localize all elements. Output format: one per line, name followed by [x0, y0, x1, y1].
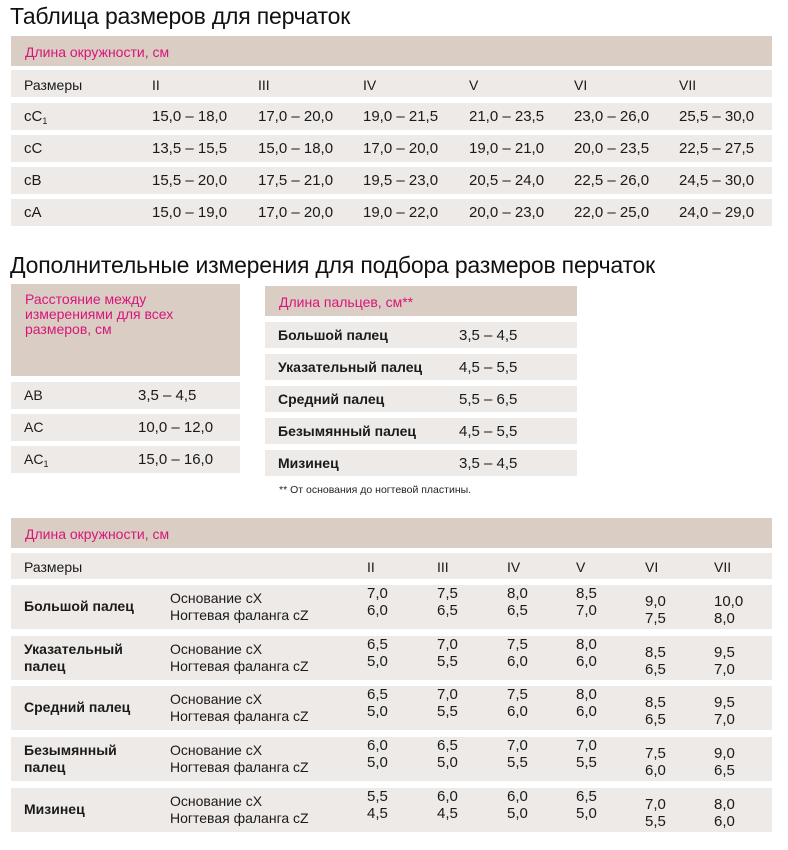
t3-base-value: 6,0 [437, 788, 458, 805]
t1-cell: 19,5 – 23,0 [363, 172, 439, 189]
t2-finger-label: Указательный палец [278, 359, 423, 375]
t3-base-value: 8,5 [576, 585, 597, 602]
t3-base-value: 7,5 [507, 686, 528, 703]
t2-finger-value: 4,5 – 5,5 [459, 423, 518, 440]
t2-left-value: 10,0 – 12,0 [138, 419, 214, 436]
t3-header-row [11, 553, 772, 579]
t1-cell: 19,0 – 22,0 [363, 204, 439, 221]
t3-nail-value: 6,5 [437, 602, 458, 619]
t1-header-row [11, 70, 772, 97]
t2-finger-value: 3,5 – 4,5 [459, 327, 518, 344]
t3-base-value: 10,0 [714, 593, 744, 610]
t1-cell: 20,0 – 23,0 [469, 204, 545, 221]
t3-size-header: VI [645, 559, 659, 575]
t3-finger-label: Указательный палец [24, 641, 123, 674]
t2-left-label [24, 419, 43, 435]
t2-left-label-text: AC [24, 419, 44, 435]
t3-nail-value: 5,0 [507, 805, 528, 822]
t1-size-header: VII [679, 77, 697, 93]
t1-cell: 20,0 – 23,5 [574, 140, 650, 157]
t1-circumference-band [11, 36, 772, 66]
t1-cell: 17,0 – 20,0 [258, 108, 334, 125]
t3-base-value: 7,5 [507, 636, 528, 653]
t2-right-row [265, 354, 577, 380]
t1-size-header: VI [574, 77, 588, 93]
t1-cell: 22,5 – 27,5 [679, 140, 755, 157]
t3-nail-value: 7,0 [576, 602, 597, 619]
t3-finger-label: Мизинец [24, 801, 85, 817]
t3-nail-value: 6,0 [714, 813, 735, 830]
t3-base-value: 7,0 [645, 796, 666, 813]
t3-base-value: 8,0 [576, 636, 597, 653]
t2-finger-value: 3,5 – 4,5 [459, 455, 518, 472]
t3-nail-value: 4,5 [437, 805, 458, 822]
t3-base-value: 6,5 [437, 737, 458, 754]
t2-left-label [24, 451, 48, 469]
t3-base-value: 9,5 [714, 694, 735, 711]
t3-size-header: V [576, 559, 586, 575]
t3-base-label: Основание сX [170, 793, 263, 809]
t3-nail-value: 6,0 [576, 703, 597, 720]
t3-base-value: 7,0 [367, 585, 388, 602]
t3-nail-value: 6,0 [645, 762, 666, 779]
t1-cell: 22,5 – 26,0 [574, 172, 650, 189]
t2-finger-label: Безымянный палец [278, 423, 416, 439]
t1-size-header: III [258, 77, 270, 93]
t1-cell: 15,0 – 18,0 [258, 140, 334, 157]
t1-cell: 19,0 – 21,0 [469, 140, 545, 157]
t1-data-row [11, 103, 772, 130]
t3-base-value: 6,5 [367, 686, 388, 703]
t1-cell: 20,5 – 24,0 [469, 172, 545, 189]
t1-data-row [11, 167, 772, 194]
t1-row-label [24, 204, 42, 221]
t3-base-value: 8,5 [645, 694, 666, 711]
t3-nail-label: Ногтевая фаланга сZ [170, 708, 309, 724]
t2-finger-label: Средний палец [278, 391, 385, 407]
t2-left-label-text: AC [24, 451, 44, 467]
t3-nail-value: 7,5 [645, 610, 666, 627]
t3-nail-value: 6,5 [645, 711, 666, 728]
t1-row-label [24, 108, 47, 126]
t2-finger-value: 5,5 – 6,5 [459, 391, 518, 408]
t3-nail-value: 6,5 [507, 602, 528, 619]
t2-left-label-text: AB [24, 387, 43, 403]
t1-cell: 15,5 – 20,0 [152, 172, 228, 189]
t2-finger-label: Большой палец [278, 327, 388, 343]
t3-base-value: 9,0 [714, 745, 735, 762]
t3-base-value: 6,0 [367, 737, 388, 754]
t2-left-row [11, 446, 240, 473]
t3-base-value: 9,0 [645, 593, 666, 610]
t2-left-row [11, 414, 240, 441]
t3-circumference-band [11, 518, 772, 548]
t3-base-value: 8,5 [645, 644, 666, 661]
t1-cell: 17,5 – 21,0 [258, 172, 334, 189]
t1-band-label: Длина окружности, см [25, 44, 170, 60]
t2-left-row [11, 382, 240, 409]
t1-row-label-text: сC [24, 140, 43, 157]
t3-nail-value: 4,5 [367, 805, 388, 822]
t1-size-header: IV [363, 77, 377, 93]
t3-finger-label: Средний палец [24, 699, 131, 715]
t1-cell: 21,0 – 23,5 [469, 108, 545, 125]
t3-finger-label: Безымянный палец [24, 742, 117, 775]
t1-cell: 24,5 – 30,0 [679, 172, 755, 189]
t3-nail-value: 5,0 [437, 754, 458, 771]
t1-size-header: II [152, 77, 160, 93]
t3-size-header: VII [714, 559, 732, 575]
t2-left-header [11, 284, 240, 376]
t1-row-label [24, 140, 42, 157]
t1-size-header: V [469, 77, 479, 93]
t3-base-value: 7,5 [437, 585, 458, 602]
t3-nail-value: 6,0 [367, 602, 388, 619]
t2-right-row [265, 386, 577, 412]
t2-right-header [265, 286, 577, 316]
t2-right-head-label: Длина пальцев, см** [279, 294, 414, 310]
t3-nail-value: 6,0 [507, 653, 528, 670]
t2-left-head-label: Расстояние между измерениями для всех размеров, см [25, 291, 174, 337]
t3-nail-value: 5,0 [367, 754, 388, 771]
t1-cell: 15,0 – 18,0 [152, 108, 228, 125]
t2-finger-label: Мизинец [278, 455, 339, 471]
t3-band-label: Длина окружности, см [25, 526, 170, 542]
t2-left-value: 3,5 – 4,5 [138, 387, 197, 404]
t3-nail-label: Ногтевая фаланга сZ [170, 607, 309, 623]
t1-cell: 23,0 – 26,0 [574, 108, 650, 125]
footnote: ** От основания до ногтевой пластины. [279, 484, 472, 496]
t1-cell: 24,0 – 29,0 [679, 204, 755, 221]
t3-nail-value: 7,0 [714, 711, 735, 728]
t1-row-label-text: сC [24, 108, 43, 125]
t3-nail-label: Ногтевая фаланга сZ [170, 759, 309, 775]
t3-size-header: II [367, 559, 375, 575]
t3-base-label: Основание сX [170, 691, 263, 707]
t3-nail-value: 5,5 [507, 754, 528, 771]
t3-nail-value: 5,0 [367, 653, 388, 670]
t3-nail-label: Ногтевая фаланга сZ [170, 658, 309, 674]
t1-data-row [11, 135, 772, 162]
t1-row-label [24, 172, 42, 189]
t3-data-row [11, 737, 772, 781]
t1-cell: 19,0 – 21,5 [363, 108, 439, 125]
t3-nail-value: 6,5 [645, 661, 666, 678]
t3-base-value: 8,0 [714, 796, 735, 813]
t3-data-row [11, 636, 772, 680]
t3-nail-value: 6,0 [576, 653, 597, 670]
t3-base-value: 7,0 [437, 686, 458, 703]
t3-data-row [11, 686, 772, 730]
t2-finger-value: 4,5 – 5,5 [459, 359, 518, 376]
t3-base-label: Основание сX [170, 590, 263, 606]
t2-right-row [265, 322, 577, 348]
t1-data-row [11, 199, 772, 226]
glove-size-table-title: Таблица размеров для перчаток [10, 3, 351, 29]
t3-base-value: 8,0 [507, 585, 528, 602]
t3-finger-label: Большой палец [24, 598, 134, 614]
t3-base-value: 8,0 [576, 686, 597, 703]
t3-nail-value: 5,5 [437, 653, 458, 670]
t3-nail-value: 6,5 [714, 762, 735, 779]
t3-nail-value: 5,5 [576, 754, 597, 771]
t3-nail-value: 5,5 [645, 813, 666, 830]
t3-base-value: 6,5 [576, 788, 597, 805]
t2-left-value: 15,0 – 16,0 [138, 451, 214, 468]
t3-nail-value: 5,0 [576, 805, 597, 822]
t3-data-row [11, 788, 772, 832]
t3-nail-label: Ногтевая фаланга сZ [170, 810, 309, 826]
t3-base-value: 7,0 [576, 737, 597, 754]
t2-left-label-sub: 1 [43, 459, 49, 469]
t3-size-header: IV [507, 559, 521, 575]
t2-right-row [265, 450, 577, 476]
t3-size-label: Размеры [24, 559, 83, 575]
t3-nail-value: 7,0 [714, 661, 735, 678]
t3-nail-value: 5,5 [437, 703, 458, 720]
t3-base-value: 7,5 [645, 745, 666, 762]
t3-nail-value: 5,0 [367, 703, 388, 720]
t3-base-value: 5,5 [367, 788, 388, 805]
additional-measurements-title: Дополнительные измерения для подбора размеров перчаток [10, 252, 656, 278]
t3-base-label: Основание сX [170, 742, 263, 758]
t3-size-header: III [437, 559, 449, 575]
t1-cell: 22,0 – 25,0 [574, 204, 650, 221]
t1-cell: 17,0 – 20,0 [363, 140, 439, 157]
t1-size-label: Размеры [24, 77, 83, 93]
t2-right-row [265, 418, 577, 444]
t3-base-label: Основание сX [170, 641, 263, 657]
t1-row-label-text: сB [24, 172, 42, 189]
t3-base-value: 7,0 [507, 737, 528, 754]
t1-cell: 25,5 – 30,0 [679, 108, 755, 125]
t1-cell: 17,0 – 20,0 [258, 204, 334, 221]
t3-nail-value: 8,0 [714, 610, 735, 627]
t3-base-value: 7,0 [437, 636, 458, 653]
t1-cell: 13,5 – 15,5 [152, 140, 228, 157]
t3-base-value: 6,0 [507, 788, 528, 805]
t1-row-label-text: сA [24, 204, 42, 221]
t1-cell: 15,0 – 19,0 [152, 204, 228, 221]
t3-base-value: 9,5 [714, 644, 735, 661]
t3-data-row [11, 585, 772, 629]
t3-nail-value: 6,0 [507, 703, 528, 720]
t3-base-value: 6,5 [367, 636, 388, 653]
t1-row-label-sub: 1 [42, 116, 48, 126]
t2-left-label [24, 387, 43, 403]
